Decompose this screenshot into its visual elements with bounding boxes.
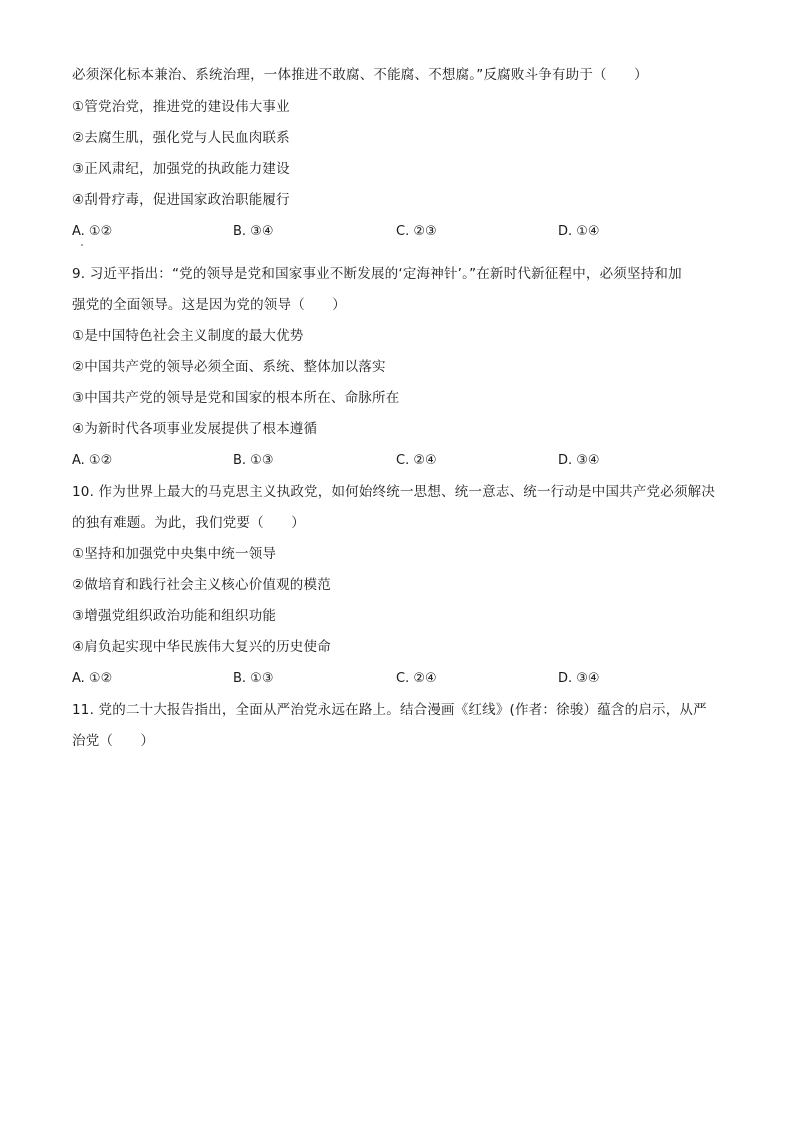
q10-option-d: D. ③④ <box>558 671 600 686</box>
q9-item-2: ②中国共产党的领导必须全面、系统、整体加以落实 <box>72 359 386 375</box>
q8-option-a: A. ①② <box>72 224 113 239</box>
q8-option-c: C. ②③ <box>396 224 437 239</box>
stray-dot <box>81 244 83 246</box>
q9-item-3: ③中国共产党的领导是党和国家的根本所在、命脉所在 <box>72 390 400 406</box>
q8-item-2: ②去腐生肌，强化党与人民血肉联系 <box>72 130 290 146</box>
q8-stem: 必须深化标本兼治、系统治理，一体推进不敢腐、不能腐、不想腐。”反腐败斗争有助于（ ） <box>72 67 648 83</box>
q8-option-d: D. ①④ <box>558 224 600 239</box>
q10-item-2: ②做培育和践行社会主义核心价值观的模范 <box>72 577 331 593</box>
q11-stem-line-2: 治党（ ） <box>72 733 155 749</box>
q10-option-c: C. ②④ <box>396 671 437 686</box>
q10-item-3: ③增强党组织政治功能和组织功能 <box>72 608 277 624</box>
q10-options <box>72 670 732 688</box>
q8-item-3: ③正风肃纪，加强党的执政能力建设 <box>72 161 290 177</box>
q8-item-1: ①管党治党，推进党的建设伟大事业 <box>72 99 290 115</box>
q10-stem-line-2: 的独有难题。为此，我们党要（ ） <box>72 515 305 531</box>
q9-item-4: ④为新时代各项事业发展提供了根本遵循 <box>72 421 318 437</box>
q8-options <box>72 223 732 241</box>
q10-option-b: B. ①③ <box>233 671 274 686</box>
q9-option-a: A. ①② <box>72 453 113 468</box>
q8-item-4: ④刮骨疗毒，促进国家政治职能履行 <box>72 192 290 208</box>
q9-options <box>72 452 732 470</box>
q10-option-a: A. ①② <box>72 671 113 686</box>
q9-stem-line-1: 9. 习近平指出：“党的领导是党和国家事业不断发展的‘定海神针’。”在新时代新征程中，必须坚持和加 <box>72 266 682 282</box>
q9-item-1: ①是中国特色社会主义制度的最大优势 <box>72 328 304 344</box>
q9-option-d: D. ③④ <box>558 453 600 468</box>
q9-stem-line-2: 强党的全面领导。这是因为党的领导（ ） <box>72 297 346 313</box>
q11-stem-line-1: 11. 党的二十大报告指出，全面从严治党永远在路上。结合漫画《红线》(作者：徐骏）蕴含的启示，从严 <box>72 702 707 718</box>
q10-stem-line-1: 10. 作为世界上最大的马克思主义执政党，如何始终统一思想、统一意志、统一行动是中国共产党必须解决 <box>72 484 716 500</box>
q10-item-1: ①坚持和加强党中央集中统一领导 <box>72 546 277 562</box>
q8-option-b: B. ③④ <box>233 224 274 239</box>
q9-option-b: B. ①③ <box>233 453 274 468</box>
q9-option-c: C. ②④ <box>396 453 437 468</box>
q10-item-4: ④肩负起实现中华民族伟大复兴的历史使命 <box>72 639 331 655</box>
